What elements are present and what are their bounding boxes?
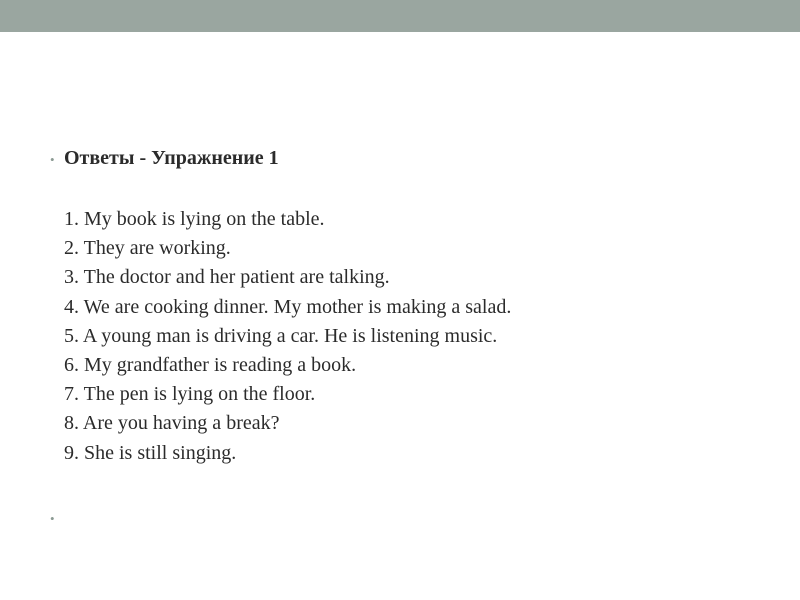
answer-line-2: 2. They are working. (64, 237, 231, 260)
answer-line-3: 3. The doctor and her patient are talking. (64, 266, 390, 289)
answer-line-5: 5. A young man is driving a car. He is listening music. (64, 324, 498, 347)
answer-line-8: 8. Are you having a break? (64, 412, 280, 435)
bullet-icon: • (50, 152, 55, 167)
answer-line-4: 4. We are cooking dinner. My mother is making a salad. (64, 295, 512, 318)
answer-line-1: 1. My book is lying on the table. (64, 208, 325, 230)
bullet-icon: • (50, 511, 55, 526)
answer-line-7: 7. The pen is lying on the floor. (64, 383, 316, 406)
answer-line-9: 9. She is still singing. (64, 441, 237, 464)
slide-heading: Ответы - Упражнение 1 (64, 147, 279, 169)
answers-list (64, 205, 511, 468)
answer-line-6: 6. My grandfather is reading a book. (64, 354, 357, 377)
